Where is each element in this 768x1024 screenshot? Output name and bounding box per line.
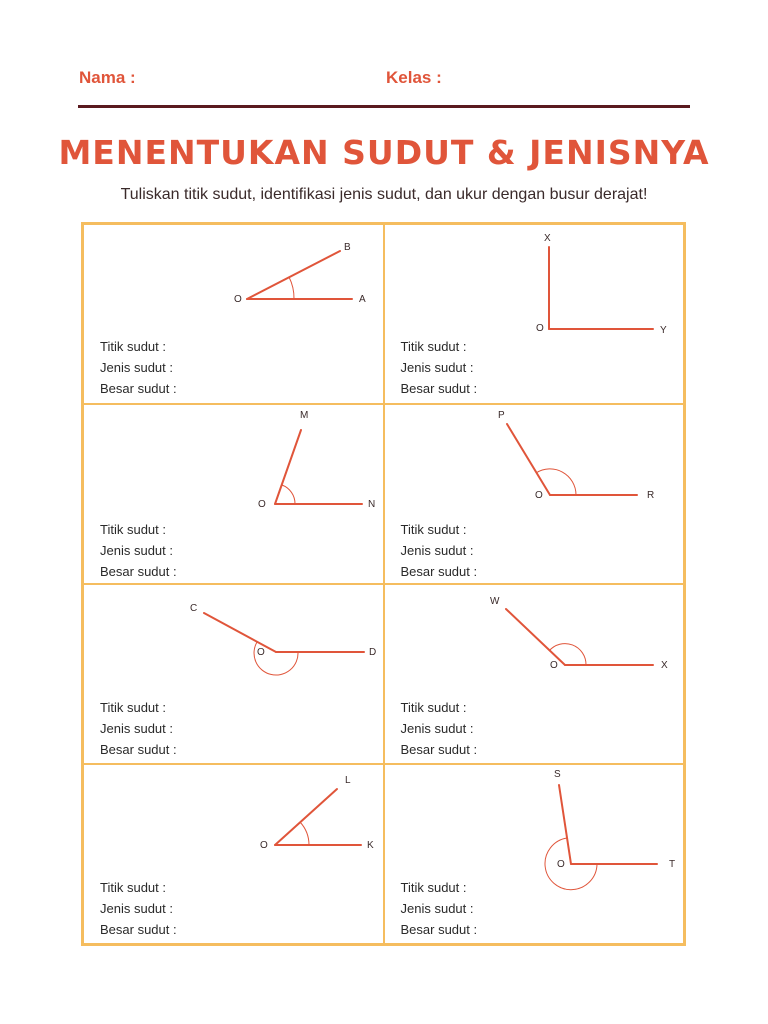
type-field-label: Jenis sudut : <box>400 360 474 375</box>
exercise-cell-3 <box>83 404 384 584</box>
size-field-label: Besar sudut : <box>400 922 478 937</box>
type-field-label: Jenis sudut : <box>100 901 173 916</box>
ray-oc <box>204 613 276 652</box>
size-field-label: Besar sudut : <box>400 564 478 579</box>
size-field-label: Besar sudut : <box>400 381 478 396</box>
arm-label: P <box>497 410 505 421</box>
answer-fields <box>100 877 177 940</box>
exercise-grid <box>81 222 686 946</box>
vertex-field-label: Titik sudut : <box>400 339 467 354</box>
arm-label: S <box>553 769 561 780</box>
arm-label: M <box>300 410 309 421</box>
arm-label: A <box>359 294 366 305</box>
vertex-label: O <box>257 647 265 658</box>
vertex-label: O <box>549 660 558 671</box>
ray-ol <box>275 789 337 845</box>
vertex-field-label: Titik sudut : <box>100 880 166 895</box>
arm-label: L <box>345 775 351 786</box>
arm-label: R <box>646 490 654 501</box>
answer-fields <box>100 519 177 582</box>
angle-arc <box>282 485 295 504</box>
vertex-field-label: Titik sudut : <box>400 880 467 895</box>
vertex-field-label: Titik sudut : <box>100 700 166 715</box>
type-field-label: Jenis sudut : <box>400 543 474 558</box>
answer-fields <box>401 336 478 399</box>
ray-ow <box>506 609 565 665</box>
exercise-cell-5 <box>83 584 384 764</box>
name-label: Nama : <box>79 68 136 87</box>
arm-label: C <box>190 603 198 614</box>
vertex-label: O <box>556 859 565 870</box>
vertex-field-label: Titik sudut : <box>400 700 467 715</box>
arm-label: X <box>543 233 551 244</box>
type-field-label: Jenis sudut : <box>400 721 474 736</box>
exercise-cell-6 <box>384 584 685 764</box>
arm-label: B <box>344 242 351 253</box>
answer-fields <box>100 697 177 760</box>
vertex-field-label: Titik sudut : <box>400 522 467 537</box>
size-field-label: Besar sudut : <box>100 381 177 396</box>
answer-fields <box>401 697 478 760</box>
arm-label: K <box>367 840 374 851</box>
angle-arc <box>289 277 294 299</box>
vertex-field-label: Titik sudut : <box>100 339 166 354</box>
size-field-label: Besar sudut : <box>400 742 478 757</box>
size-field-label: Besar sudut : <box>100 564 177 579</box>
type-field-label: Jenis sudut : <box>400 901 474 916</box>
header-rule <box>78 105 690 108</box>
ray-os <box>559 785 571 864</box>
exercise-cell-1 <box>83 224 384 404</box>
answer-fields <box>401 519 478 582</box>
arm-label: N <box>368 499 376 510</box>
size-field-label: Besar sudut : <box>100 742 177 757</box>
vertex-label: O <box>260 840 268 851</box>
exercise-cell-7 <box>83 764 384 944</box>
type-field-label: Jenis sudut : <box>100 721 173 736</box>
arm-label: T <box>668 859 675 870</box>
arm-label: X <box>660 660 668 671</box>
size-field-label: Besar sudut : <box>100 922 177 937</box>
type-field-label: Jenis sudut : <box>100 360 173 375</box>
arm-label: D <box>369 647 377 658</box>
vertex-label: O <box>234 294 242 305</box>
ray-om <box>275 430 301 504</box>
vertex-label: O <box>535 323 544 334</box>
type-field-label: Jenis sudut : <box>100 543 173 558</box>
vertex-field-label: Titik sudut : <box>100 522 166 537</box>
worksheet-instructions: Tuliskan titik sudut, identifikasi jenis sudut, dan ukur dengan busur derajat! <box>120 186 648 203</box>
arm-label: Y <box>659 325 667 336</box>
vertex-label: O <box>258 499 266 510</box>
answer-fields <box>100 336 177 399</box>
exercise-cell-4 <box>384 404 685 584</box>
answer-fields <box>401 877 478 940</box>
angle-arc <box>300 822 309 845</box>
class-label: Kelas : <box>386 68 442 87</box>
ray-op <box>507 424 550 495</box>
exercise-cell-8 <box>384 764 685 944</box>
vertex-label: O <box>534 490 543 501</box>
exercise-cell-2 <box>384 224 685 404</box>
worksheet-title: MENENTUKAN SUDUT & JENISNYA <box>58 133 710 172</box>
arm-label: W <box>489 596 499 607</box>
